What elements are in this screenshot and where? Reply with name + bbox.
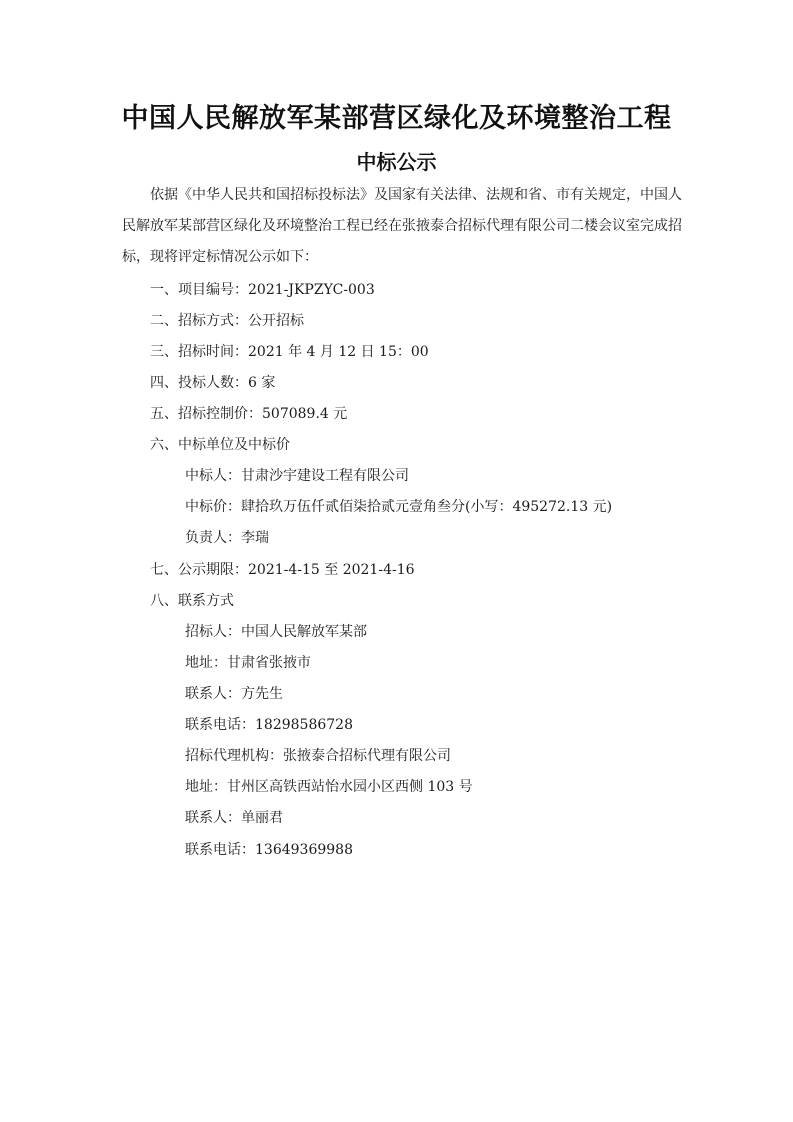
item-winner-heading: 六、中标单位及中标价 <box>150 437 290 453</box>
item-winner-price: 中标价：肆拾玖万伍仟贰佰柒拾贰元壹角叁分(小写：495272.13 元) <box>185 499 613 515</box>
item-time: 三、招标时间：2021 年 4 月 12 日 15：00 <box>150 344 429 360</box>
item-control-price: 五、招标控制价：507089.4 元 <box>150 406 348 422</box>
item-tenderer-phone: 联系电话：18298586728 <box>185 717 353 733</box>
item-tenderer: 招标人：中国人民解放军某部 <box>185 624 367 640</box>
intro-paragraph: 依据《中华人民共和国招标投标法》及国家有关法律、法规和省、市有关规定，中国人民解放军某部营区绿化及环境整治工程已经在张掖泰合招标代理有限公司二楼会议室完成招标，现将评定标情况公示如下： <box>122 187 682 265</box>
item-period: 七、公示期限：2021-4-15 至 2021-4-16 <box>150 562 415 578</box>
item-agency-contact: 联系人：单丽君 <box>185 810 283 826</box>
item-agency-phone: 联系电话：13649369988 <box>185 842 353 858</box>
item-tenderer-contact: 联系人：方先生 <box>185 686 283 702</box>
item-method: 二、招标方式：公开招标 <box>150 313 304 329</box>
item-project-no: 一、项目编号：2021-JKPZYC-003 <box>150 282 375 298</box>
item-contact-heading: 八、联系方式 <box>150 593 234 609</box>
item-tenderer-address: 地址：甘肃省张掖市 <box>185 655 311 671</box>
item-agency: 招标代理机构：张掖泰合招标代理有限公司 <box>185 748 451 764</box>
item-winner: 中标人：甘肃沙宇建设工程有限公司 <box>185 468 409 484</box>
document-subtitle: 中标公示 <box>356 150 437 174</box>
document-title: 中国人民解放军某部营区绿化及环境整治工程 <box>121 103 672 134</box>
item-bidders: 四、投标人数：6 家 <box>150 375 276 391</box>
item-agency-address: 地址：甘州区高铁西站怡水园小区西侧 103 号 <box>185 779 473 795</box>
item-responsible: 负责人：李瑞 <box>185 530 269 546</box>
